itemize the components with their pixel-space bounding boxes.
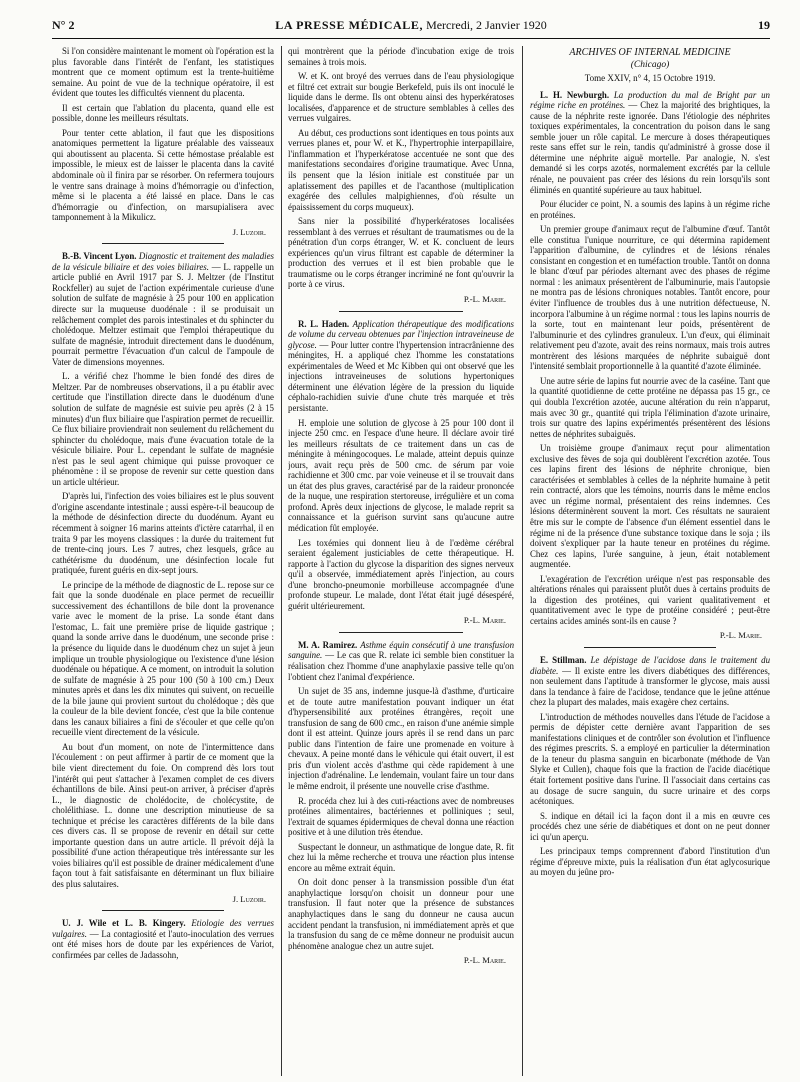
paragraph: Les principaux temps comprennent d'abord l'institution d'un régime d'épreuve mixte, puis la réalisation d'un état aglycosurique au moyen du jeûne pro-	[530, 846, 770, 878]
article-stillman	[530, 655, 770, 708]
article-separator	[102, 910, 224, 911]
article-title: Application thérapeutique des modifications de volume du cerveau obtenues par l'injection intraveineuse de glycose.	[288, 318, 514, 350]
author-signature: P.-L. Marie.	[719, 630, 762, 641]
paragraph: Sans nier la possibilité d'hyperkératoses localisées ressemblant à des verrues et résultant de traumatismes ou de la pénétration d'un corps étranger, W. et K. concluent de leurs expériences qu'un virus filtrant est capable de déterminer la production des verrues et il est bien probable que le traumatisme ou le corps étranger incriminé ne font qu'ouvrir la porte à ce virus.	[288, 216, 514, 290]
article-separator	[339, 311, 463, 312]
column-right	[530, 46, 770, 1076]
paragraph: Au début, ces productions sont identiques en tous points aux verrues planes et, pour W. et K., l'hypertrophie interpapillaire, l'inflammation et l'hyperkératose accentuée ne sont que des manifestations secondaires d'origine traumatique. Avec Unna, ils pensent que la lésion initiale est constituée par un aplatissement des papilles et de l'acanthose (multiplication exagérée des cellules malpighiennes, d'où résulte un épaississement du corps muqueux).	[288, 127, 514, 212]
article-separator	[584, 647, 716, 648]
paragraph: L'exagération de l'excrétion uréique n'est pas responsable des altérations rénales qui paraissent plutôt dues à certains produits de la digestion des protéines, qui varient qualitativement et quantitativement avec le type de protéine considéré ; peut-être certains acides aminés sont-ils en cause ?	[530, 573, 770, 626]
paragraph: L. a vérifié chez l'homme le bien fondé des dires de Meltzer. Par de nombreuses observations, il a pu établir avec certitude que l'instillation directe dans le duodénum d'une solution de sulfate de magnésie est suivie peu après (2 à 15 minutes) d'un flux biliaire que l'aspiration permet de recueillir. Ce flux biliaire proviendrait non seulement du relâchement du sphincter du cholédoque, mais d'une évacuation totale de la vésicule biliaire. Pour L. cependant le sulfate de magnésie n'est pas le seul agent chimique qui puisse provoquer ce phénomène : il se propose de revenir sur cette question dans un article ultérieur.	[52, 371, 274, 487]
column-divider	[522, 46, 523, 1076]
paragraph: W. et K. ont broyé des verrues dans de l'eau physiologique et filtré cet extrait sur bougie Berkefeld, puis ils ont inoculé le liquide dans le derme. Ils ont obtenu ainsi des hyperkératoses localisées, d'apparence et de structure semblables à celles des verrues vulgaires.	[288, 71, 514, 124]
journal-masthead	[52, 18, 770, 33]
paragraph: qui montrèrent que la période d'incubation exige de trois semaines à trois mois.	[288, 46, 514, 67]
paragraph: On doit donc penser à la transmission possible d'un état anaphylactique lorsqu'on choisit un donneur pour une transfusion. Il faut noter que la présence de substances anaphylactiques dans le sang du donneur ne causa aucun accident pendant la transfusion, ni immédiatement après et que la transfusion du sang de ce même donneur ne produisit aucun phénomène analogue chez un autre sujet.	[288, 877, 514, 951]
paragraph: Pour élucider ce point, N. a soumis des lapins à un régime riche en protéines.	[530, 199, 770, 220]
author-signature: J. Luzoir.	[232, 226, 266, 237]
author-signature: P.-L. Marie.	[463, 294, 506, 305]
paragraph: Un troisième groupe d'animaux reçut pour alimentation exclusive des fèves de soja qui doublèrent l'excrétion azotée. Tous ces lapins firent des lésions de néphrite chronique, bien caractérisées et semblables à celles de la néphrite humaine à petit rein contracté, alors que les témoins, nourris dans le même enclos avec un régime normal, présentaient des reins indemnes. Ces lésions déterminèrent souvent la mort. Ces résultats ne sauraient être mis sur le compte de l'absence d'un élément essentiel dans le régime ni de la présence d'une substance toxique dans le soja ; ils doivent s'expliquer par la haute teneur en protéines du régime. Chez ces lapins, l'urée sanguine, à jeun, était notablement augmentée.	[530, 443, 770, 570]
article-vincent-lyon	[52, 251, 274, 367]
paragraph: — Chez la majorité des brightiques, la cause de la néphrite reste ignorée. Dans l'étiologie des néphrites toxiques expérimentales, la concentration du poison dans le sang semble jouer un rôle capital. Le mercure à doses thérapeutiques reste sans effet sur le rein, tandis qu'administré à grosse dose il détermine une néphrite aiguë mortelle. Par analogie, N. s'est demandé si les corps azotés, normalement excrétés par la cellule rénale, ne pouvaient pas créer des lésions du rein lorsqu'ils sont éliminés en quantité supérieure au taux habituel.	[530, 100, 770, 195]
author-signature: P.-L. Marie.	[463, 955, 506, 966]
journal-name: LA PRESSE MÉDICALE,	[275, 18, 424, 32]
paragraph: Un premier groupe d'animaux reçut de l'albumine d'œuf. Tantôt elle constitua l'unique nourriture, ce qui détermina rapidement l'apparition d'albumine, de cylindres et de lésions rénales consistant en congestion et en tuméfaction trouble. Tantôt on donna le blanc d'œuf par périodes alternant avec des phases de régime normal : les animaux présentèrent de l'albuminurie, mais l'autopsie ne montra pas de lésions chroniques notables. Tantôt encore, pour éviter l'influence de troubles dus à une nutrition défectueuse, N. incorpora l'albumine à un régime normal : tous les lapins nourris de la sorte, tout en maintenant leur poids, présentèrent de l'albuminurie et des cylindres granuleux. L'un d'eux, qui éliminait relativement peu d'azote, avait des reins normaux, mais trois autres montrèrent des lésions marquées de néphrite subaiguë dont l'intensité semblait proportionnelle à la quantité d'azote éliminée.	[530, 224, 770, 372]
issue-number: N° 2	[52, 18, 75, 32]
article-title: Asthme équin consécutif à une transfusion sanguine.	[288, 639, 514, 661]
paragraph: — Pour lutter contre l'hypertension intracrânienne des méningites, H. a appliqué chez l'homme les constatations expérimentales de Weed et Mc Kibben qui ont observé que les injections intraveineuses de solutions hypertoniques déterminent une élévation légère de la pression du liquide céphalo-rachidien suivie d'une chute très marquée et très persistante.	[288, 339, 514, 413]
paragraph: L'introduction de méthodes nouvelles dans l'étude de l'acidose a permis de dépister cette dernière avant l'apparition de ses manifestations cliniques et de contrôler son évolution et l'influence des régimes prescrits. S. a employé en particulier la détermination de la teneur du plasma sanguin en bicarbonate (méthode de Van Slyke et Cullen), chaque fois que la fraction de l'acide diacétique était fortement positive dans l'urine. Il l'associait dans certains cas au dosage de sucre sanguin, du sucre urinaire et des corps acétoniques.	[530, 711, 770, 807]
section-subheading: (Chicago)	[630, 59, 670, 70]
paragraph: Si l'on considère maintenant le moment où l'opération est la plus favorable dans l'intérêt de l'enfant, les statistiques montrent que ce moment optimum est la trente-huitième semaine. Au point de vue de la technique opératoire, il est évident que toutes les difficultés viennent du placenta.	[52, 46, 274, 99]
article-haden	[288, 319, 514, 414]
paragraph: Au bout d'un moment, on note de l'intermittence dans l'écoulement : on peut affirmer à partir de ce moment que la bile vient directement du foie. On comprend dès lors tout l'intérêt qui peut s'attacher à l'examen complet de ces divers échantillons de bile. Ainsi peut-on arriver, à préciser d'après L., le diagnostic de cholédocite, de cholécystite, de cholélithiase. L. donne une description minutieuse de sa technique et précise les caractères différents de la bile dans ces divers cas. Il se propose de revenir en détail sur cette importante question dans un autre article. Il prévoit déjà la possibilité d'une action thérapeutique très intéressante sur les voies biliaires qu'il est possible de drainer médicalement d'une façon tout à fait satisfaisante en déterminant un flux biliaire des plus salutaires.	[52, 741, 274, 890]
paragraph: Suspectant le donneur, un asthmatique de longue date, R. fit chez lui la même recherche et trouva une réaction plus intense encore au même extrait équin.	[288, 841, 514, 873]
paragraph: — Le cas que R. relate ici semble bien constituer la réalisation chez l'homme d'une anaphylaxie passive telle qu'on l'obtient chez l'animal d'expérience.	[288, 650, 514, 682]
paragraph: Pour tenter cette ablation, il faut que les dispositions anatomiques permettent la ligature préalable des vaisseaux qui aboutissent au placenta. Si cette hémostase préalable est impossible, le mieux est de laisser le placenta dans la cavité abdominale où il finira par se résorber. On refermera toujours le ventre sans drainage à moins d'hémorragie ou d'infection, même si le placenta a été laissé en place. Dans le cas d'hémorragie ou d'infection, on marsupialisera avec tamponnement à la Mikulicz.	[52, 127, 274, 223]
article-author: B.-B. Vincent Lyon.	[62, 251, 137, 262]
article-author: E. Stillman.	[540, 654, 587, 665]
article-title: Diagnostic et traitement des maladies de la vésicule biliaire et des voies biliaires.	[52, 251, 274, 272]
paragraph: S. indique en détail ici la façon dont il a mis en œuvre ces procédés chez une série de diabétiques et dont on ne peut donner ici qu'un aperçu.	[530, 810, 770, 842]
article-ramirez	[288, 640, 514, 682]
issue-date: Mercredi, 2 Janvier 1920	[426, 18, 547, 32]
article-title: Le dépistage de l'acidose dans le traitement du diabète.	[530, 654, 770, 676]
paragraph: Les toxémies qui donnent lieu à de l'œdème cérébral seraient également justiciables de cette thérapeutique. H. rapporte à l'action du glycose la disparition des signes nerveux qu'il a observée, immédiatement après l'injection, au cours d'une broncho-pneumonie morbilleuse accompagnée d'une profonde stupeur. Le malade, dont l'état était jugé désespéré, guérit ultérieurement.	[288, 537, 514, 611]
paragraph: Une autre série de lapins fut nourrie avec de la caséine. Tant que la quantité quotidienne de cette protéine ne dépassa pas 15 gr., ce qui doubla l'excrétion azotée, aucune altération du rein n'apparut, mais avec 30 gr., quantité qui tripla l'élimination d'azote urinaire, trois sur quatre des lapins expérimentés présentèrent des lésions nettes de néphrites subaiguës.	[530, 375, 770, 439]
article-separator	[102, 243, 224, 244]
article-separator	[339, 632, 463, 633]
author-signature: P.-L. Marie.	[463, 615, 506, 626]
article-author: R. L. Haden.	[298, 318, 350, 329]
article-author: U. J. Wile et L. B. Kingery.	[62, 918, 186, 929]
column-left	[52, 46, 274, 1076]
section-heading: ARCHIVES OF INTERNAL MEDICINE	[569, 47, 731, 58]
paragraph: — Il existe entre les divers diabétiques des différences, non seulement dans l'aptitude à transformer le glycose, mais aussi dans la tendance à faire de l'acidose, tendance que le jeûne atténue chez la plupart des malades, mais exagère chez certains.	[530, 665, 770, 708]
article-title: La production du mal de Bright par un régime riche en protéines.	[530, 89, 770, 111]
article-newburgh	[530, 90, 770, 195]
article-wile-kingery	[52, 918, 274, 960]
paragraph: Il est certain que l'ablation du placenta, quand elle est possible, donne les meilleurs résultats.	[52, 102, 274, 124]
article-author: L. H. Newburgh.	[540, 89, 610, 100]
page-header	[52, 18, 770, 39]
page-number: 19	[758, 18, 770, 32]
paragraph: R. procéda chez lui à des cuti-réactions avec de nombreuses protéines alimentaires, bactériennes et polliniques ; seul, l'extrait de squames épidermiques de cheval donna une réaction positive et à une dilution très étendue.	[288, 795, 514, 838]
paragraph: — La contagiosité et l'auto-inoculation des verrues ont été mises hors de doute par les expériences de Variot, confirmées par celles de Jadassohn,	[52, 928, 274, 960]
author-signature: J. Luzoir.	[232, 893, 266, 904]
article-title: Etiologie des verrues vulgaires.	[52, 918, 274, 939]
column-middle	[288, 46, 514, 1076]
paragraph: H. emploie une solution de glycose à 25 pour 100 dont il injecte 250 cmc. en l'espace d'une heure. Il déclare avoir tiré les meilleurs résultats de ce traitement dans un cas de méningite à méningocoques. Le malade, atteint depuis quinze jours, avait reçu près de 500 cmc. de sérum par voie rachidienne et 300 cmc. par voie veineuse et il se trouvait dans un état des plus graves, caractérisé par de la raideur prononcée de la nuque, une respiration stertoreuse, irrégulière et un coma profond. Après deux injections de glycose, le malade reprit sa connaissance et la guérison survint sans qu'aucune autre médication fût employée.	[288, 417, 514, 533]
paragraph: Le principe de la méthode de diagnostic de L. repose sur ce fait que la sonde duodénale en place permet de recueillir successivement des échantillons de bile dont la provenance varie avec le moment de la prise. La sonde étant dans l'estomac, L. fait une première prise de liquide gastrique ; quand la sonde arrive dans le duodénum, une seconde prise : la présence du liquide dans le duodénum chez un sujet à jeun implique un trouble physiologique ou l'existence d'une lésion duodénale ou hépatique. A ce moment, on introduit la solution de sulfate de magnésie à 25 pour 100 (50 à 100 cm.) Deux minutes après et dans les dix minutes qui suivent, on recueille de la bile jaune qui provient surtout du cholédoque ; dès que la couleur de la bile devient foncée, c'est que la bile contenue dans les canaux biliaires a fini de s'écouler et que celle qu'on recueille vient directement de la vésicule.	[52, 579, 274, 738]
volume-reference: Tome XXIV, n° 4, 15 Octobre 1919.	[584, 73, 716, 84]
article-author: M. A. Ramirez.	[298, 639, 358, 650]
paragraph: Un sujet de 35 ans, indemne jusque-là d'asthme, d'urticaire et de toute autre manifestation pouvant indiquer un état d'hypersensibilité aux protéines étrangères, reçoit une transfusion de sang de 600 cmc., en raison d'une anémie simple dont il est atteint. Quinze jours après il se rend dans un parc public dans l'intention de faire une promenade en voiture à chevaux. A peine monté dans le véhicule qui était ouvert, il est pris d'un violent accès d'asthme qui cède rapidement à une injection d'adrénaline. Le lendemain, voulant faire un tour dans le même endroit, il présente une nouvelle crise d'asthme.	[288, 686, 514, 791]
paragraph: D'après lui, l'infection des voies biliaires est le plus souvent d'origine ascendante intestinale ; aussi espère-t-il beaucoup de la méthode de désinfection directe du duodénum. Ayant eu récemment à soigner 16 marins atteints d'ictère catarrhal, il en traita 9 par les moyens classiques : la durée du traitement fut de trente-cinq jours. Les 7 autres, chez lesquels, grâce au cathétérisme du duodénum, une désinfection locale fut pratiquée, furent guéris en dix-sept jours.	[52, 491, 274, 576]
paragraph: — L. rappelle un article publié en Avril 1917 par S. J. Meltzer (de l'Institut Rockfeller) au sujet de l'action expérimentale curieuse d'une solution de sulfate de magnésie à 25 pour 100 en application directe sur la muqueuse duodénale : il se produisait un relâchement complet des parois intestinales et du sphincter du cholédoque. Meltzer estimait que l'emploi thérapeutique du sulfate de magnésie, introduit directement dans le duodénum, pourrait permettre l'évacuation d'un calcul de l'ampoule de Vater de dimensions moyennes.	[52, 261, 274, 367]
column-divider	[281, 46, 282, 1076]
